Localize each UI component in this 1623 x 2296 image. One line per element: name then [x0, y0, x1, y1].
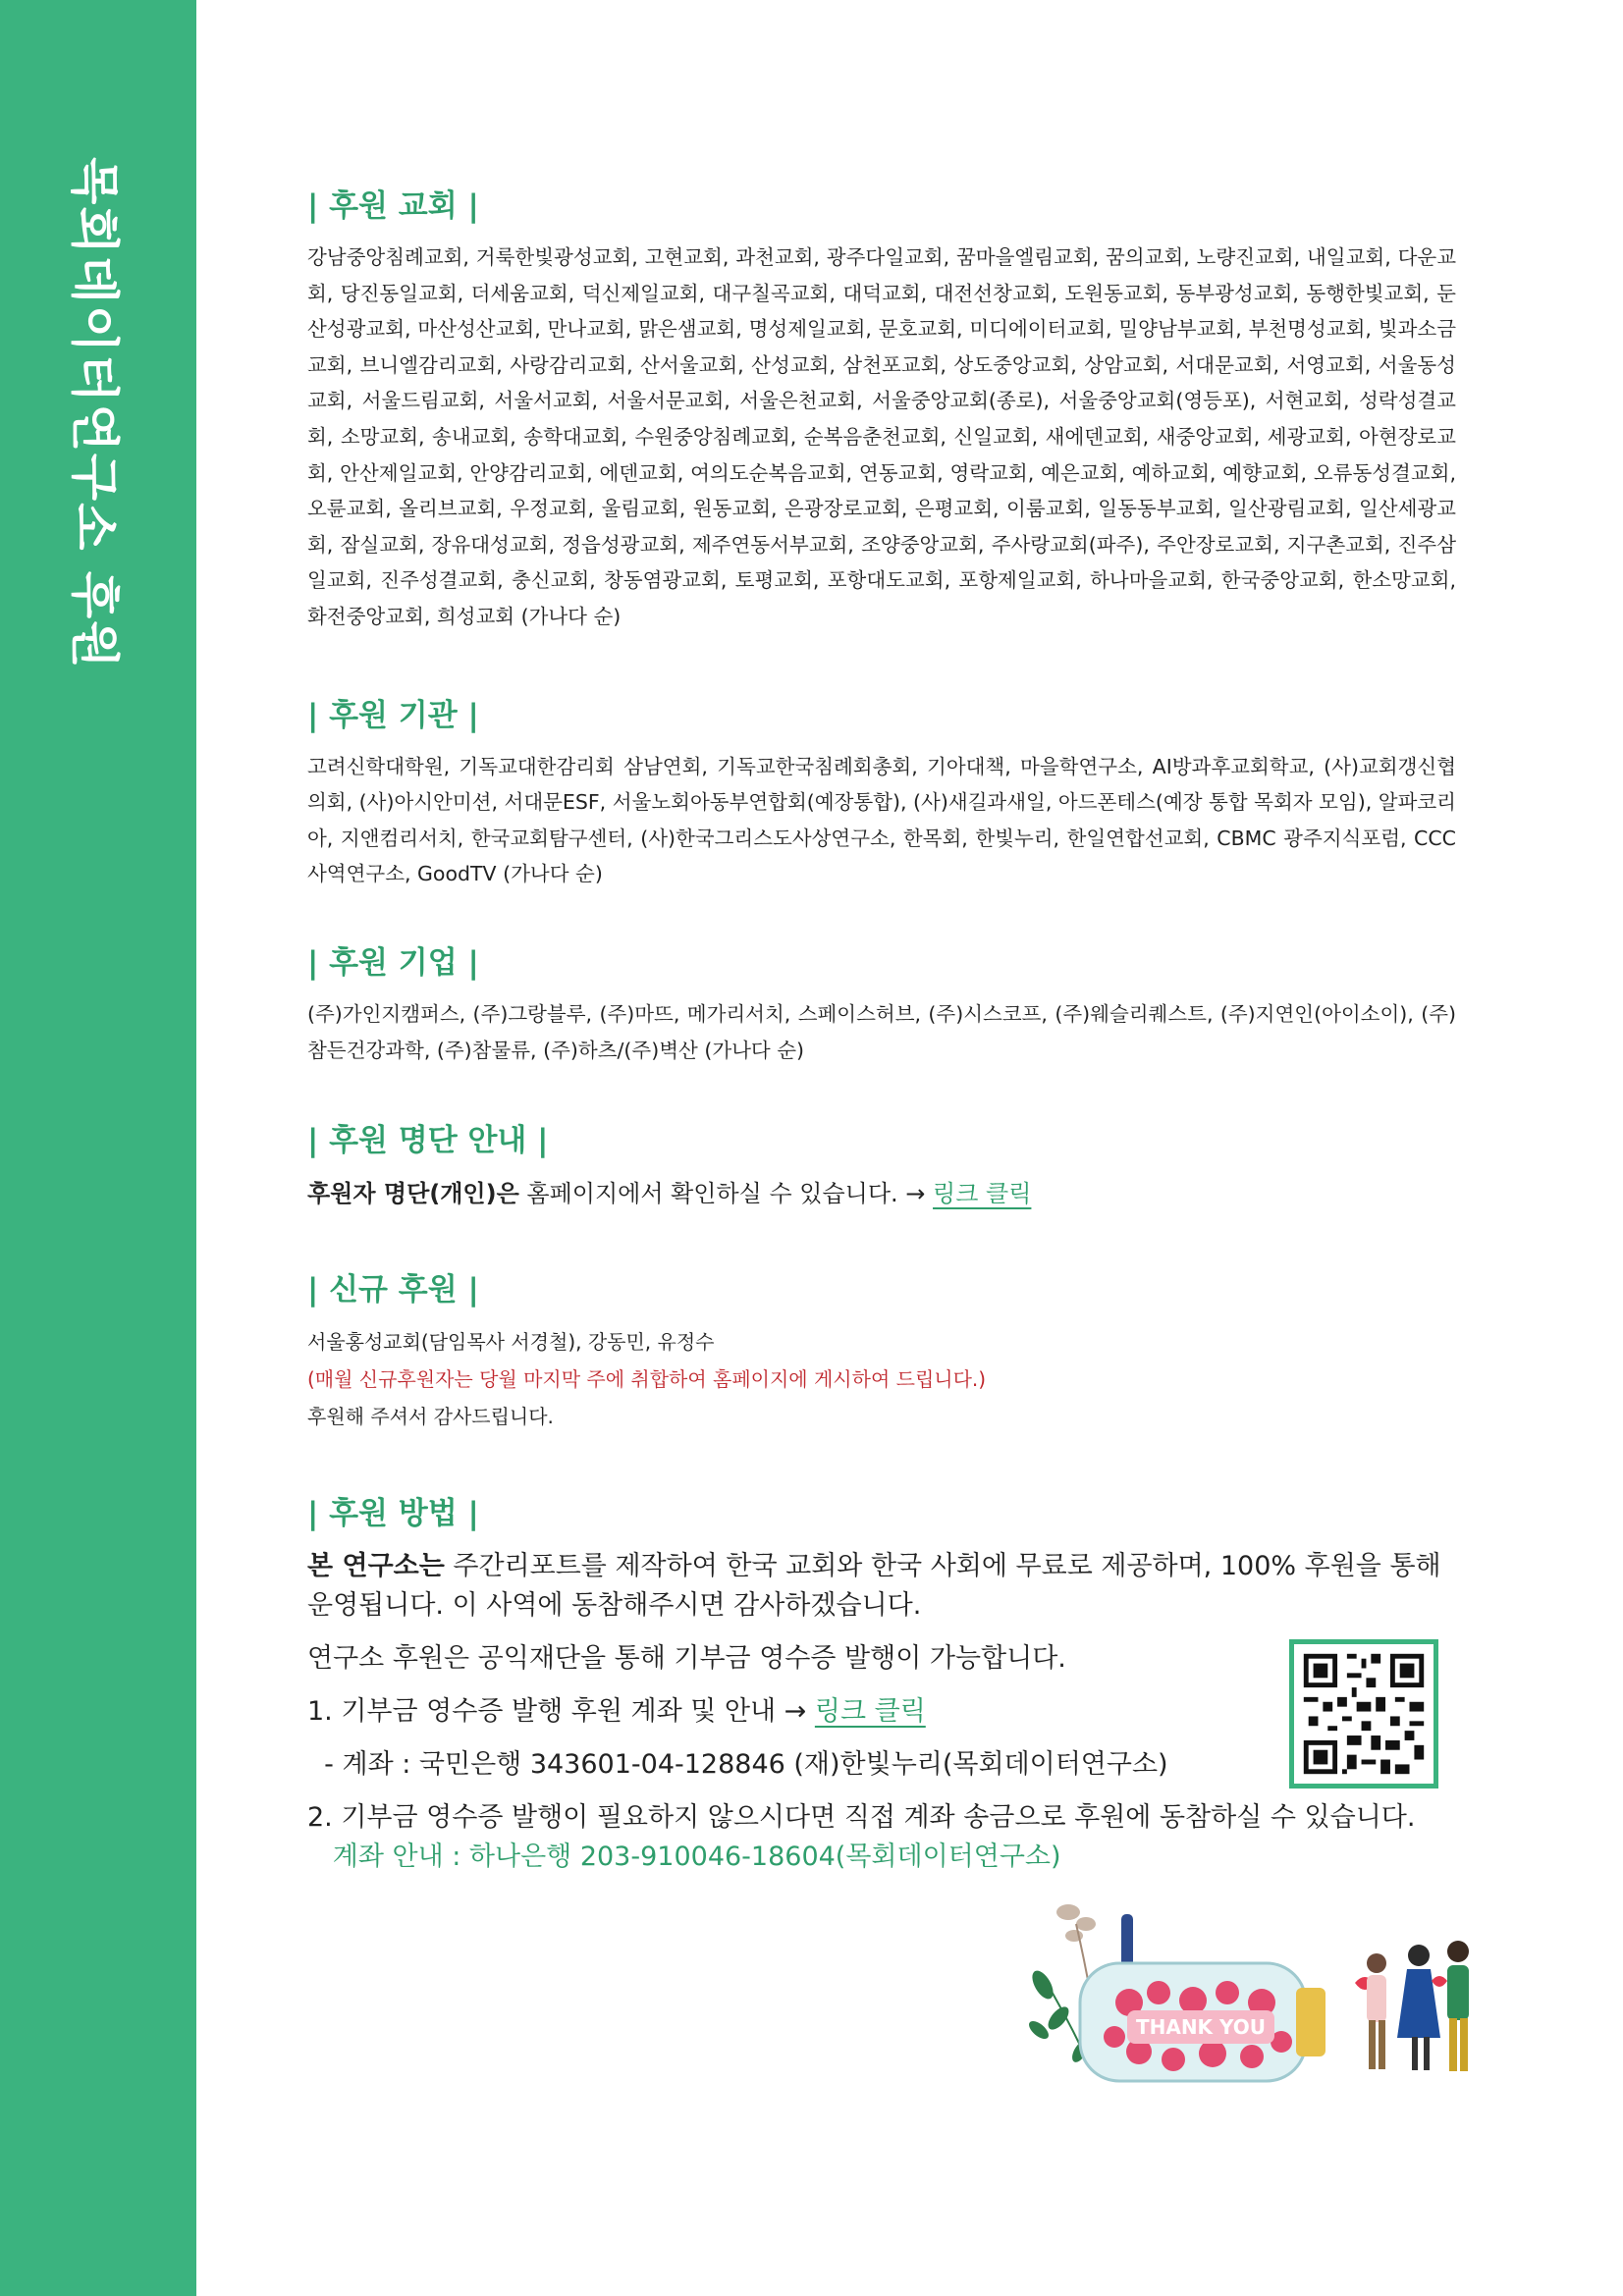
section-method [307, 1494, 1456, 1877]
section-organizations [307, 696, 1456, 892]
section-heading: | 후원 교회 | [307, 188, 479, 224]
method-item-1 [307, 1692, 1456, 1732]
section-heading: | 후원 방법 | [307, 1496, 479, 1532]
section-companies [307, 943, 1456, 1068]
section-new-donors [307, 1270, 1456, 1435]
new-donor-names: 서울홍성교회(담임목사 서경철), 강동민, 유정수 [307, 1330, 715, 1355]
new-donor-thanks: 후원해 주셔서 감사드립니다. [307, 1405, 554, 1429]
section-heading: | 후원 명단 안내 | [307, 1123, 549, 1159]
new-donor-notice: (매월 신규후원자는 당월 마지막 주에 취합하여 홈페이지에 게시하여 드립니다.) [307, 1367, 987, 1392]
jar-label: THANK YOU [1135, 2015, 1267, 2039]
organization-list: 고려신학대학원, 기독교대한감리회 삼남연회, 기독교한국침례회총회, 기아대책, 마을학연구소, AI방과후교회학교, (사)교회갱신협의회, (사)아시안미션, 서대문ESF, 서울노회아동부연합회(예장통합), (사)새길과새일, 아드폰테스(예장 통합 목회자 모임), 알파코리아, 지앤컴리서치, 한국교회탐구센터, (사)한국그리스도사상연구소, 한목회, 한빛누리, 한일연합선교회, CBMC 광주지식포럼, CCC사역연구소, GoodTV (가나다 순) [307, 754, 1456, 886]
main-content [307, 187, 1456, 1877]
donor-list-link[interactable]: 링크 클릭 [933, 1180, 1032, 1208]
sidebar [0, 0, 196, 2296]
method-intro-text: 주간리포트를 제작하여 한국 교회와 한국 사회에 무료로 제공하며, 100% 후원을 통해 운영됩니다. 이 사역에 동참해주시면 감사하겠습니다. [307, 1551, 1441, 1622]
method-receipt-note: 연구소 후원은 공익재단을 통해 기부금 영수증 발행이 가능합니다. [307, 1643, 1066, 1675]
donor-list-bold: 후원자 명단(개인)은 [307, 1180, 519, 1208]
church-list: 강남중앙침례교회, 거룩한빛광성교회, 고현교회, 과천교회, 광주다일교회, 꿈마을엘림교회, 꿈의교회, 노량진교회, 내일교회, 다운교회, 당진동일교회, 더세움교회, 덕신제일교회, 대구칠곡교회, 대덕교회, 대전선창교회, 도원동교회, 동부광성교회, 동행한빛교회, 둔산성광교회, 마산성산교회, 만나교회, 맑은샘교회, 명성제일교회, 문호교회, 미디에이터교회, 밀양남부교회, 부천명성교회, 빛과소금교회, 브니엘감리교회, 사랑감리교회, 산서울교회, 산성교회, 삼천포교회, 상도중앙교회, 상암교회, 서대문교회, 서영교회, 서울동성교회, 서울드림교회, 서울서교회, 서울서문교회, 서울은천교회, 서울중앙교회(종로), 서울중앙교회(영등포), 서현교회, 성락성결교회, 소망교회, 송내교회, 송학대교회, 수원중앙침례교회, 순복음춘천교회, 신일교회, 새에덴교회, 새중앙교회, 세광교회, 아현장로교회, 안산제일교회, 안양감리교회, 에덴교회, 여의도순복음교회, 연동교회, 영락교회, 예은교회, 예하교회, 예향교회, 오류동성결교회, 오륜교회, 올리브교회, 우정교회, 울림교회, 원동교회, 은광장로교회, 은평교회, 이룸교회, 일동동부교회, 일산광림교회, 일산세광교회, 잠실교회, 장유대성교회, 정읍성광교회, 제주연동서부교회, 조양중앙교회, 주사랑교회(파주), 주안장로교회, 지구촌교회, 진주삼일교회, 진주성결교회, 충신교회, 창동염광교회, 토평교회, 포항대도교회, 포항제일교회, 하나마을교회, 한국중앙교회, 한소망교회, 화전중앙교회, 희성교회 (가나다 순) [307, 245, 1456, 628]
donation-jar-icon [1021, 1895, 1483, 2091]
method-item-2-account: 계좌 안내 : 하나은행 203-910046-18604(목회데이터연구소) [307, 1842, 1061, 1873]
section-donor-list [307, 1121, 1456, 1213]
section-heading: | 신규 후원 | [307, 1272, 479, 1308]
thank-you-illustration [1021, 1895, 1483, 2091]
method-item-1-text: 1. 기부금 영수증 발행 후원 계좌 및 안내 → [307, 1696, 815, 1728]
method-intro [307, 1547, 1456, 1626]
section-churches [307, 187, 1456, 635]
sidebar-title: 목회데이터연구소 후원 [66, 157, 123, 670]
method-item-1-link[interactable]: 링크 클릭 [814, 1696, 926, 1728]
company-list: (주)가인지캠퍼스, (주)그랑블루, (주)마뜨, 메가리서치, 스페이스허브, (주)시스코프, (주)웨슬리퀘스트, (주)지연인(아이소이), (주)참든건강과학, (주)참물류, (주)하츠/(주)벽산 (가나다 순) [307, 1001, 1456, 1062]
method-item-1-account: - 계좌 : 국민은행 343601-04-128846 (재)한빛누리(목회데이터연구소) [307, 1749, 1168, 1781]
donor-list-line [307, 1174, 1456, 1213]
section-heading: | 후원 기관 | [307, 697, 479, 733]
donor-list-text: 홈페이지에서 확인하실 수 있습니다. → [518, 1180, 934, 1208]
section-heading: | 후원 기업 | [307, 944, 479, 981]
method-intro-bold: 본 연구소는 [307, 1551, 445, 1582]
qr-code[interactable] [1289, 1639, 1438, 1789]
method-item-2: 2. 기부금 영수증 발행이 필요하지 않으시다면 직접 계좌 송금으로 후원에 동참하실 수 있습니다. [307, 1802, 1416, 1834]
qr-code-icon [1294, 1644, 1434, 1784]
